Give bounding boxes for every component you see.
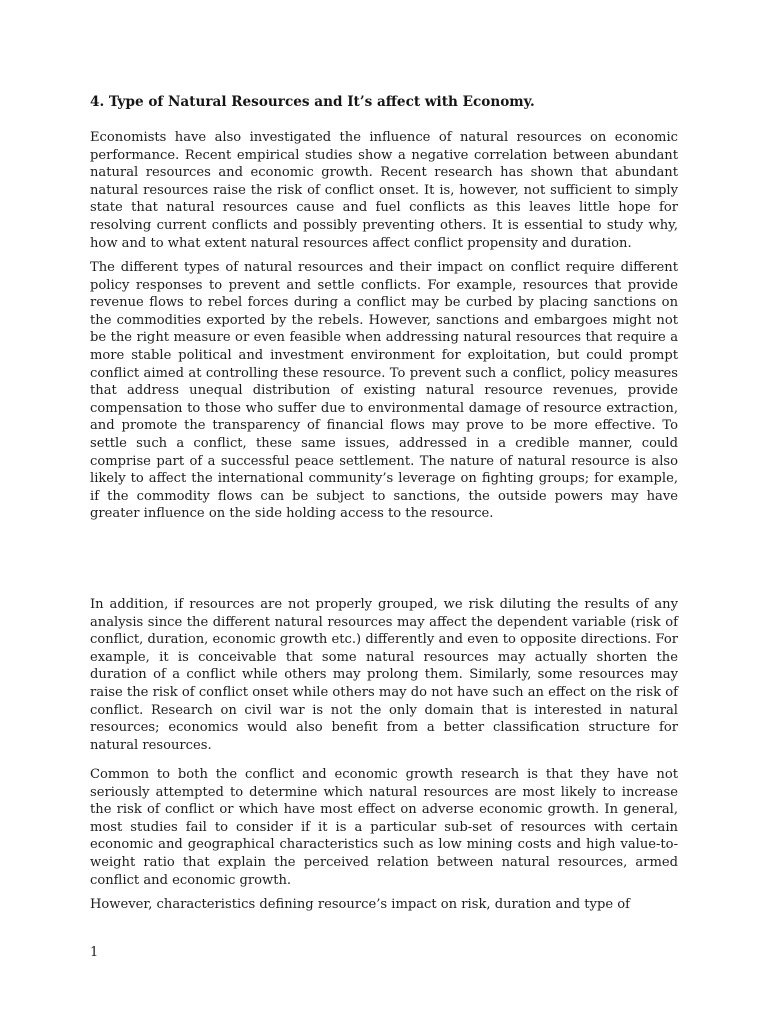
section-heading: 4. Type of Natural Resources and It’s affect with Economy. — [90, 94, 535, 110]
paragraph-economic-performance: Economists have also investigated the influence of natural resources on economic performance. Recent empirical studies show a negative correlation between abundant natural resources and economic growth. Recent research has shown that abundant natural resources raise the risk of conflict onset. It is, however, not sufficient to simply state that natural resources cause and fuel conflicts as this leaves little hope for resolving current conflicts and possibly preventing others. It is essential to study why, how and to what extent natural resources affect conflict propensity and duration. — [90, 130, 678, 251]
paragraph-resource-grouping: In addition, if resources are not properly grouped, we risk diluting the results of any analysis since the different natural resources may affect the dependent variable (risk of conflict, duration, economic growth etc.) differently and even to opposite directions. For example, it is conceivable that some natural resources may actually shorten the duration of a conflict while others may prolong them. Similarly, some resources may raise the risk of conflict onset while others may do not have such an effect on the risk of conflict. Research on civil war is not the only domain that is interested in natural resources; economics would also benefit from a better classification structure for natural resources. — [90, 597, 678, 753]
paragraph-research-gap: Common to both the conflict and economic growth research is that they have not seriously attempted to determine which natural resources are most likely to increase the risk of conflict or which have most effect on adverse economic growth. In general, most studies fail to consider if it is a particular sub-set of resources with certain economic and geographical characteristics such as low mining costs and high value-to-weight ratio that explain the perceived relation between natural resources, armed conflict and economic growth. — [90, 767, 678, 888]
paragraph-characteristics: However, characteristics defining resource’s impact on risk, duration and type of — [90, 897, 630, 912]
paragraph-policy-responses: The different types of natural resources and their impact on conflict require different policy responses to prevent and settle conflicts. For example, resources that provide revenue flows to rebel forces during a conflict may be curbed by placing sanctions on the commodities exported by the rebels. However, sanctions and embargoes might not be the right measure or even feasible when addressing natural resources that require a more stable political and investment environment for exploitation, but could prompt conflict aimed at controlling these resource. To prevent such a conflict, policy measures that address unequal distribution of existing natural resource revenues, provide compensation to those who suffer due to environmental damage of resource extraction, and promote the transparency of financial flows may prove to be more effective. To settle such a conflict, these same issues, addressed in a credible manner, could comprise part of a successful peace settlement. The nature of natural resource is also likely to affect the international community’s leverage on fighting groups; for example, if the commodity flows can be subject to sanctions, the outside powers may have greater influence on the side holding access to the resource. — [90, 260, 678, 522]
page-number: 1 — [90, 945, 99, 960]
